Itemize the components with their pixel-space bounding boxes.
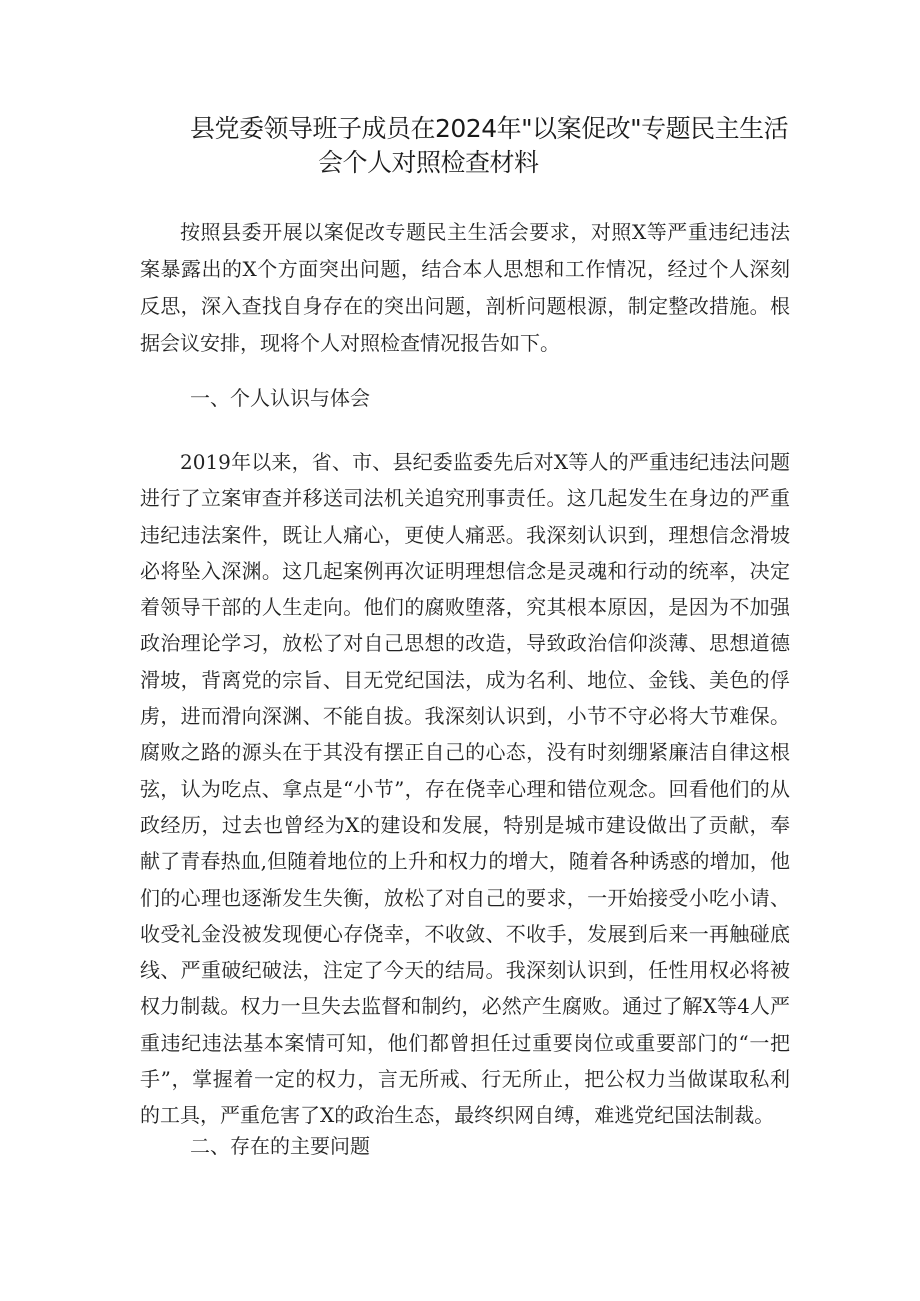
intro-paragraph: 按照县委开展以案促改专题民主生活会要求，对照X等严重违纪违法案暴露出的X个方面突出问题，结合本人思想和工作情况，经过个人深刻反思，深入查找自身存在的突出问题，剖析问题根源，制定整改措施。根据会议安排，现将个人对照检查情况报告如下。 (140, 220, 790, 355)
section-heading-2: 二、存在的主要问题 (190, 1134, 370, 1158)
section-heading-1: 一、个人认识与体会 (190, 386, 370, 410)
title-line-2: 会个人对照检查材料 (318, 148, 539, 177)
document-title (140, 112, 800, 180)
section-1-paragraph: 2019年以来，省、市、县纪委监委先后对X等人的严重违纪违法问题进行了立案审查并移送司法机关追究刑事责任。这几起发生在身边的严重违纪违法案件，既让人痛心，更使人痛恶。我深刻认识到，理想信念滑坡必将坠入深渊。这几起案例再次证明理想信念是灵魂和行动的统率，决定着领导干部的人生走向。他们的腐败堕落，究其根本原因，是因为不加强政治理论学习，放松了对自己思想的改造，导致政治信仰淡薄、思想道德滑坡，背离党的宗旨、目无党纪国法，成为名利、地位、金钱、美色的俘虏，进而滑向深渊、不能自拔。我深刻认识到，小节不守必将大节难保。腐败之路的源头在于其没有摆正自己的心态，没有时刻绷紧廉洁自律这根弦，认为吃点、拿点是“小节”，存在侥幸心理和错位观念。回看他们的从政经历，过去也曾经为X的建设和发展，特别是城市建设做出了贡献，奉献了青春热血,但随着地位的上升和权力的增大，随着各种诱惑的增加，他们的心理也逐渐发生失衡，放松了对自己的要求，一开始接受小吃小请、收受礼金没被发现便心存侥幸，不收敛、不收手，发展到后来一再触碰底线、严重破纪破法，注定了今天的结局。我深刻认识到，任性用权必将被权力制裁。权力一旦失去监督和制约，必然产生腐败。通过了解X等4人严重违纪违法基本案情可知，他们都曾担任过重要岗位或重要部门的“一把手”，掌握着一定的权力，言无所戒、行无所止，把公权力当做谋取私利的工具，严重危害了X的政治生态，最终织网自缚，难逃党纪国法制裁。 (140, 450, 790, 1128)
title-line-1: 县党委领导班子成员在2024年"以案促改"专题民主生活 (190, 114, 789, 143)
